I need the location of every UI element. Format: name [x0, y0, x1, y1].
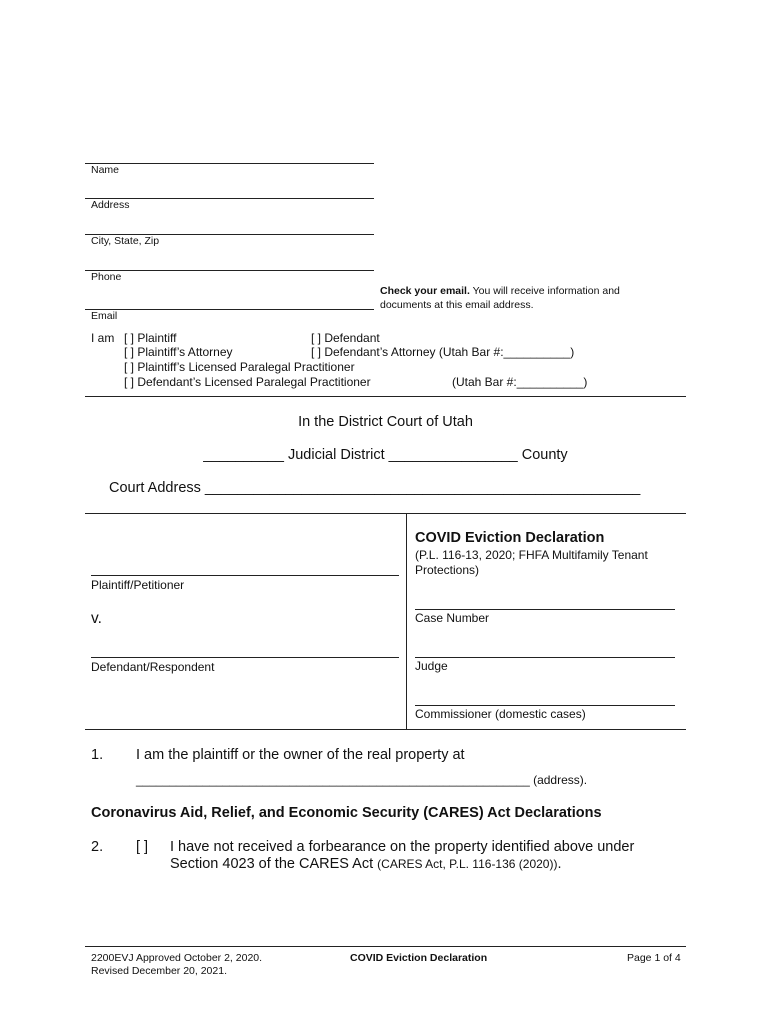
email-note-bold: Check your email. — [380, 285, 470, 297]
caption-divider — [406, 513, 407, 729]
utah-bar-field[interactable]: (Utah Bar #:__________) — [452, 375, 588, 389]
address-label: Address — [91, 199, 130, 211]
plaintiff-line[interactable] — [91, 575, 399, 576]
checkbox-defendant-paralegal[interactable]: [ ] Defendant’s Licensed Paralegal Practitioner — [124, 375, 371, 389]
divider-top — [85, 396, 686, 397]
item2-citation: (CARES Act, P.L. 116-136 (2020)) — [377, 857, 558, 871]
name-label: Name — [91, 164, 120, 176]
checkbox-plaintiff-attorney[interactable]: [ ] Plaintiff’s Attorney — [124, 345, 233, 359]
footer-form-info — [91, 952, 262, 978]
plaintiff-label: Plaintiff/Petitioner — [91, 578, 185, 592]
email-note — [380, 284, 620, 312]
versus-label: v. — [91, 610, 102, 627]
judge-label: Judge — [415, 659, 448, 673]
court-title: In the District Court of Utah — [298, 414, 473, 430]
doc-subtitle — [415, 548, 648, 578]
commissioner-label: Commissioner (domestic cases) — [415, 707, 586, 721]
item2-number: 2. — [91, 839, 104, 855]
item1-address-field[interactable]: ___________________________________________________________ (address). — [136, 773, 588, 787]
judge-line[interactable] — [415, 657, 675, 658]
item2-line1: I have not received a forbearance on the property identified above under — [170, 839, 635, 855]
commissioner-line[interactable] — [415, 705, 675, 706]
item2-line2-main: Section 4023 of the CARES Act — [170, 856, 378, 872]
case-number-line[interactable] — [415, 609, 675, 610]
email-label: Email — [91, 310, 118, 322]
item1-text: I am the plaintiff or the owner of the real property at — [136, 747, 465, 763]
phone-line[interactable] — [85, 270, 374, 271]
item1-number: 1. — [91, 747, 104, 763]
item2-line2-end: . — [557, 856, 562, 872]
defendant-label: Defendant/Respondent — [91, 660, 215, 674]
court-address[interactable]: Court Address ______________________________________________________ — [109, 480, 641, 496]
footer-rule — [85, 946, 686, 947]
footer-title: COVID Eviction Declaration — [350, 952, 488, 964]
city-state-zip-label: City, State, Zip — [91, 235, 160, 247]
checkbox-plaintiff-paralegal[interactable]: [ ] Plaintiff’s Licensed Paralegal Practitioner — [124, 360, 355, 374]
email-line[interactable] — [85, 309, 374, 310]
defendant-line[interactable] — [91, 657, 399, 658]
checkbox-defendant[interactable]: [ ] Defendant — [311, 331, 380, 345]
doc-subtitle-line1: (P.L. 116-13, 2020; FHFA Multifamily Tenant — [415, 548, 648, 562]
item2-checkbox[interactable]: [ ] — [136, 839, 149, 855]
email-note-rest: You will receive information and — [469, 285, 620, 297]
caption-bottom-border — [85, 729, 686, 730]
item2-line2 — [170, 856, 562, 872]
name-line[interactable] — [85, 163, 374, 164]
phone-label: Phone — [91, 271, 122, 283]
footer-page-number: Page 1 of 4 — [627, 952, 681, 964]
email-note-line2: documents at this email address. — [380, 299, 534, 311]
i-am-label: I am — [91, 331, 115, 345]
caption-top-border — [85, 513, 686, 514]
court-district[interactable]: __________ Judicial District ________________ County — [203, 447, 568, 463]
checkbox-plaintiff[interactable]: [ ] Plaintiff — [124, 331, 177, 345]
footer-form-id: 2200EVJ Approved October 2, 2020. — [91, 952, 263, 964]
doc-subtitle-line2: Protections) — [415, 563, 480, 577]
doc-title: COVID Eviction Declaration — [415, 530, 605, 546]
section-heading: Coronavirus Aid, Relief, and Economic Security (CARES) Act Declarations — [91, 805, 602, 821]
footer-revised: Revised December 20, 2021. — [91, 965, 227, 977]
case-number-label: Case Number — [415, 611, 490, 625]
checkbox-defendant-attorney[interactable]: [ ] Defendant’s Attorney (Utah Bar #:__________) — [311, 345, 575, 359]
